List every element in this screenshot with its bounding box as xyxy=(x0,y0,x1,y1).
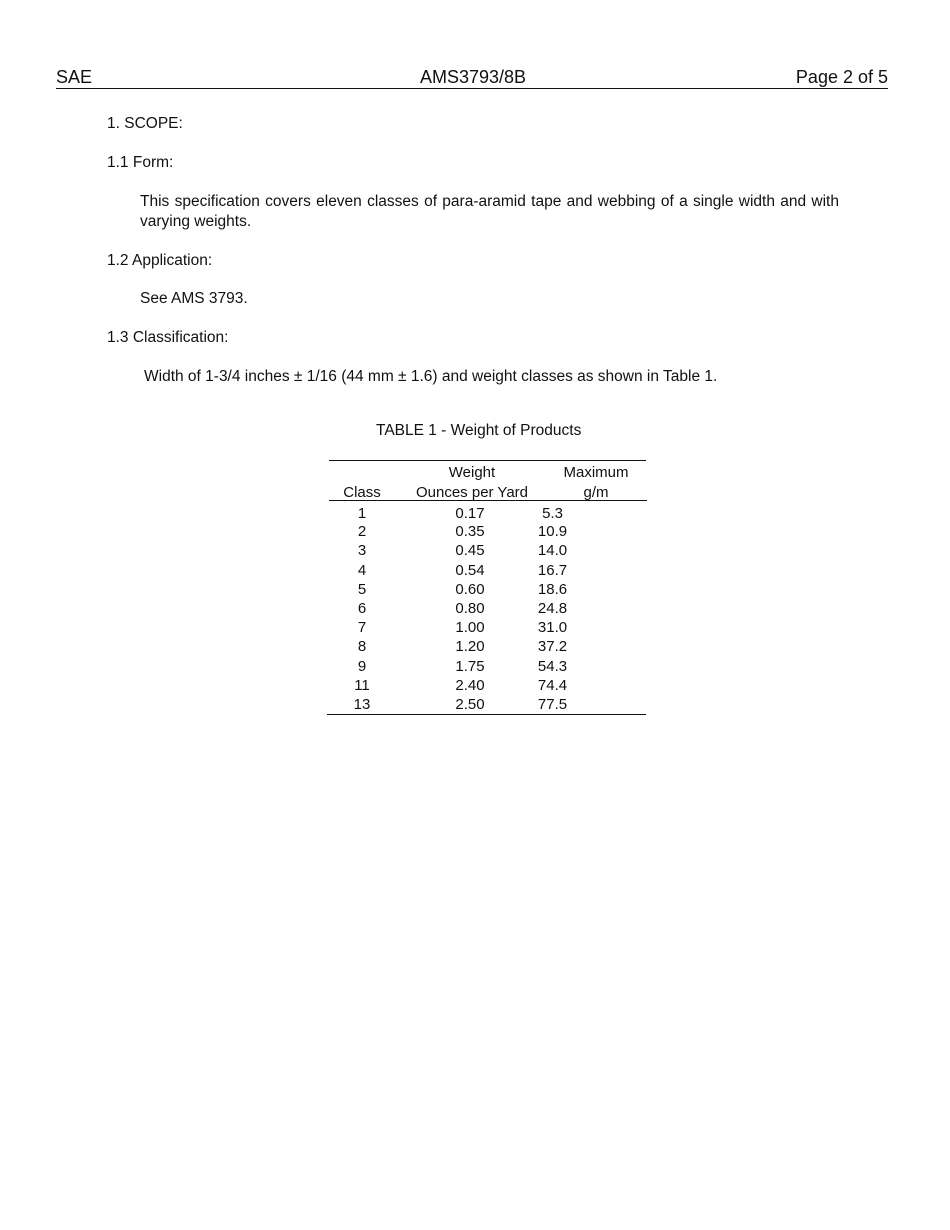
cell-class: 5 xyxy=(357,581,367,598)
section-scope-heading: 1. SCOPE: xyxy=(107,115,183,132)
header-doc-number: AMS3793/8B xyxy=(420,67,527,87)
cell-gm: 24.8 xyxy=(537,600,568,617)
header-page-number: Page 2 of 5 xyxy=(795,67,888,87)
cell-class: 6 xyxy=(357,600,367,617)
cell-class: 7 xyxy=(357,619,367,636)
cell-gm: 16.7 xyxy=(537,562,568,579)
cell-gm: 10.9 xyxy=(537,523,568,540)
cell-class: 3 xyxy=(357,542,367,559)
header-weight-bottom: Ounces per Yard xyxy=(415,484,528,501)
header-org: SAE xyxy=(56,67,93,87)
table-top-rule xyxy=(329,460,646,461)
cell-ounces: 2.40 xyxy=(455,677,485,694)
cell-class: 8 xyxy=(357,638,367,655)
table-bottom-rule xyxy=(327,714,646,715)
section-application-text: See AMS 3793. xyxy=(140,290,248,307)
cell-gm: 74.4 xyxy=(537,677,568,694)
cell-class: 9 xyxy=(357,658,367,675)
cell-gm: 77.5 xyxy=(537,696,568,713)
cell-ounces: 0.45 xyxy=(455,542,485,559)
section-classification-heading: 1.3 Classification: xyxy=(107,329,229,346)
header-max-bottom: g/m xyxy=(583,484,609,501)
cell-ounces: 0.60 xyxy=(455,581,485,598)
header-max-top: Maximum xyxy=(563,464,629,481)
cell-class: 1 xyxy=(357,505,367,522)
cell-ounces: 0.17 xyxy=(455,505,485,522)
cell-ounces: 1.20 xyxy=(455,638,485,655)
cell-gm: 31.0 xyxy=(537,619,568,636)
section-form-text: This specification covers eleven classes of para-aramid tape and webbing of a single width and with varying weights. xyxy=(140,193,839,230)
cell-class: 2 xyxy=(357,523,367,540)
cell-ounces: 0.54 xyxy=(455,562,485,579)
cell-ounces: 0.80 xyxy=(455,600,485,617)
header-weight-top: Weight xyxy=(448,464,496,481)
cell-ounces: 2.50 xyxy=(455,696,485,713)
cell-class: 11 xyxy=(354,677,370,694)
header-class: Class xyxy=(343,484,381,501)
section-form-heading: 1.1 Form: xyxy=(107,154,174,171)
cell-ounces: 0.35 xyxy=(455,523,485,540)
cell-gm: 37.2 xyxy=(537,638,568,655)
cell-gm: 14.0 xyxy=(537,542,568,559)
section-classification-text: Width of 1-3/4 inches ± 1/16 (44 mm ± 1.6) and weight classes as shown in Table 1. xyxy=(144,368,718,385)
section-application-heading: 1.2 Application: xyxy=(107,252,213,269)
cell-ounces: 1.75 xyxy=(455,658,485,675)
table-title: TABLE 1 - Weight of Products xyxy=(376,422,582,439)
cell-class: 13 xyxy=(353,696,371,713)
cell-gm: 54.3 xyxy=(537,658,568,675)
cell-gm: 18.6 xyxy=(537,581,568,598)
page-header xyxy=(56,67,888,89)
cell-gm: 5.3 xyxy=(542,505,563,522)
table-header-rule xyxy=(329,500,647,501)
cell-ounces: 1.00 xyxy=(455,619,485,636)
cell-class: 4 xyxy=(357,562,367,579)
